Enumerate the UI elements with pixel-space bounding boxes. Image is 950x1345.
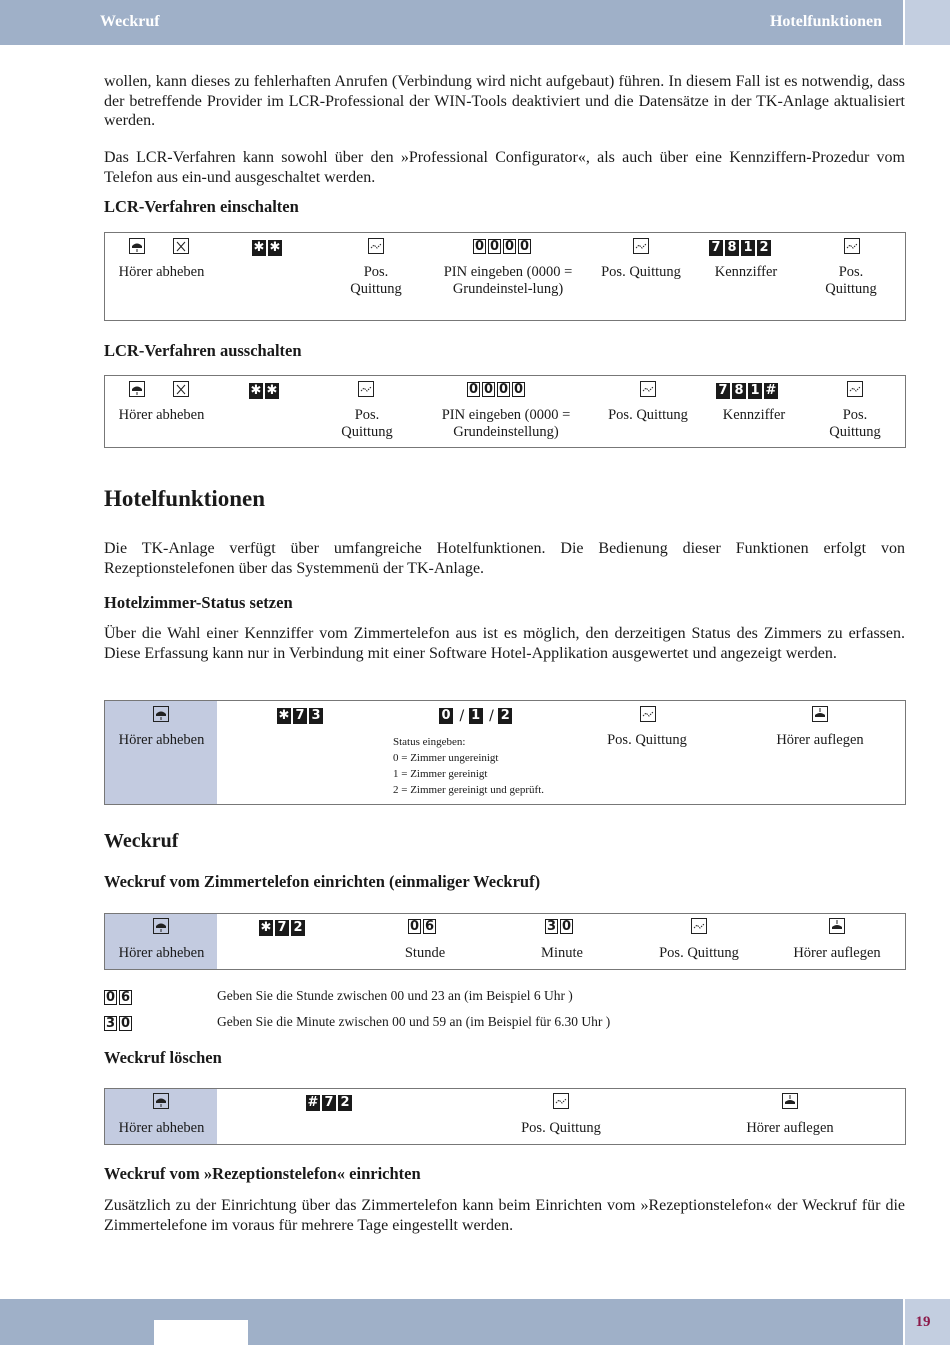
- star-key: ✱: [250, 382, 262, 398]
- loeschen-code-group: [306, 1092, 354, 1111]
- cell-kennziffer: Kennziffer: [722, 407, 786, 423]
- minute-key: 3: [105, 1016, 116, 1031]
- cell-pos-quittung: Pos. Quittung: [350, 264, 402, 297]
- code-key: 2: [338, 1095, 352, 1111]
- header-bar-corner: [905, 0, 950, 45]
- weckruf-heading: Weckruf: [104, 830, 179, 852]
- pin-key: 0: [519, 239, 530, 254]
- pin-key-group: [473, 236, 533, 255]
- star-key: ✱: [269, 239, 281, 255]
- code-key-group: [716, 380, 780, 399]
- cell-hoerer-abheben: Hörer abheben: [118, 1120, 205, 1136]
- star-key-group: [249, 380, 281, 399]
- code-key: #: [765, 382, 777, 398]
- cell-stunde: Stunde: [404, 945, 446, 961]
- code-key: 7: [293, 708, 307, 724]
- handset-up-icon: [153, 918, 169, 938]
- weckruf-loeschen-heading: Weckruf löschen: [104, 1048, 222, 1067]
- code-key: 7: [709, 240, 723, 256]
- handset-up-icon: [153, 1093, 169, 1113]
- weckruf-code-group: [259, 917, 307, 936]
- hour-key: 6: [120, 990, 131, 1005]
- confirm-icon: [847, 381, 863, 401]
- cell-pos-quittung: Pos. Quittung: [659, 945, 739, 961]
- cell-pos-quittung: Pos. Quittung: [521, 1120, 601, 1136]
- pin-key: 0: [483, 382, 494, 397]
- pin-key: 0: [504, 239, 515, 254]
- page-number: 19: [915, 1314, 931, 1330]
- hour-key: 0: [105, 990, 116, 1005]
- cell-hoerer-abheben: Hörer abheben: [118, 732, 205, 748]
- code-key: 7: [716, 383, 730, 399]
- star-key: ✱: [253, 239, 265, 255]
- cell-hoerer-abheben: Hörer abheben: [118, 945, 205, 961]
- option-key: 1: [469, 708, 483, 724]
- intro-paragraph-2: Das LCR-Verfahren kann sowohl über den »Professional Configurator«, als auch über eine Kennziffern-Prozedur vom Telefon aus ein-und ausgeschaltet werden.: [104, 149, 905, 186]
- option-key: 2: [498, 708, 512, 724]
- code-key: 7: [322, 1095, 336, 1111]
- handset-up-icon: [129, 238, 145, 258]
- handset-down-icon: [782, 1093, 798, 1113]
- minute-key-group: [545, 916, 575, 935]
- code-key: ✱: [278, 707, 290, 723]
- confirm-icon: [368, 238, 384, 258]
- cell-pos-quittung: Pos. Quittung: [341, 407, 393, 440]
- hour-key: 0: [409, 919, 420, 934]
- hour-legend-keys: [104, 987, 134, 1006]
- handset-down-icon: [829, 918, 845, 938]
- cell-pos-quittung: Pos. Quittung: [829, 407, 881, 440]
- minute-key: 0: [561, 919, 572, 934]
- footer-white-block: [154, 1320, 248, 1345]
- handset-down-icon: [812, 706, 828, 726]
- star-key: ✱: [266, 382, 278, 398]
- confirm-icon: [691, 918, 707, 938]
- status-legend: [393, 734, 544, 798]
- star-key-group: [252, 237, 284, 256]
- confirm-icon: [553, 1093, 569, 1113]
- cell-pos-quittung: Pos. Quittung: [825, 264, 877, 297]
- code-key: 8: [732, 383, 746, 399]
- status-option-group: 0 / 1 / 2: [439, 705, 514, 724]
- option-key: 0: [439, 708, 453, 724]
- weckruf-rezeption-paragraph: Zusätzlich zu der Einrichtung über das Zimmertelefon kann beim Einrichten vom »Rezeptionstelefon« der Weckruf für die Zimmertelefone im voraus für mehrere Tage eingestellt werden.: [104, 1197, 905, 1234]
- cell-hoerer-auflegen: Hörer auflegen: [793, 945, 881, 961]
- intro-paragraph-1: wollen, kann dieses zu fehlerhaften Anrufen (Verbindung wird nicht aufgebaut) führen. In diesem Fall ist es notwendig, dass der betreffende Provider im LCR-Professional der WIN-Tools deaktiviert und die Datensätze in der TK-Anlage aktualisiert werden.: [104, 73, 905, 129]
- cell-pos-quittung: Pos. Quittung: [601, 264, 681, 280]
- status-table: [104, 700, 906, 805]
- pin-key: 0: [474, 239, 485, 254]
- status-line: Status eingeben:: [393, 736, 466, 748]
- weckruf-rezeption-heading: Weckruf vom »Rezeptionstelefon« einrichten: [104, 1164, 421, 1183]
- cell-hoerer-auflegen: Hörer auflegen: [746, 1120, 834, 1136]
- hotel-paragraph-1: Die TK-Anlage verfügt über umfangreiche Hotelfunktionen. Die Bedienung dieser Funktionen erfolgt von Rezeptionstelefonen über das Systemmenü der TK-Anlage.: [104, 540, 905, 577]
- code-key: 7: [275, 920, 289, 936]
- hour-key-group: [408, 916, 438, 935]
- code-key: #: [307, 1094, 319, 1110]
- cell-minute: Minute: [541, 945, 583, 961]
- code-key: 2: [291, 920, 305, 936]
- weckruf-table: [104, 913, 906, 970]
- code-key-group: [709, 237, 773, 256]
- lcr-on-heading: LCR-Verfahren einschalten: [104, 197, 299, 216]
- hotel-paragraph-2: Über die Wahl einer Kennziffer vom Zimmertelefon aus ist es möglich, den derzeitigen Status des Zimmers zu erfassen. Diese Erfassung kann nur in Verbindung mit einer Software Hotel-Applikation ausgewertet und angezeigt werden.: [104, 625, 905, 662]
- confirm-icon: [640, 706, 656, 726]
- cell-pin-eingeben: PIN eingeben (0000 = Grundeinstel-lung): [443, 264, 573, 297]
- status-line: 1 = Zimmer gereinigt: [393, 768, 488, 780]
- pin-key: 0: [468, 382, 479, 397]
- minute-key: 3: [546, 919, 557, 934]
- pin-key: 0: [513, 382, 524, 397]
- status-code-group: [277, 705, 325, 724]
- footer-bar: [0, 1299, 903, 1345]
- code-key: ✱: [260, 919, 272, 935]
- cell-kennziffer: Kennziffer: [714, 264, 778, 280]
- dial-icon: [173, 238, 189, 258]
- cell-hoerer-abheben: Hörer abheben: [118, 264, 205, 280]
- confirm-icon: [640, 381, 656, 401]
- minute-legend-keys: [104, 1013, 134, 1032]
- hour-legend-text: Geben Sie die Stunde zwischen 00 und 23 an (im Beispiel 6 Uhr ): [217, 988, 573, 1003]
- cell-pos-quittung: Pos. Quittung: [608, 407, 688, 423]
- confirm-icon: [358, 381, 374, 401]
- dial-icon: [173, 381, 189, 401]
- code-key: 1: [741, 240, 755, 256]
- cell-pos-quittung: Pos. Quittung: [607, 732, 687, 748]
- code-key: 1: [748, 383, 762, 399]
- lcr-off-table: [104, 375, 906, 448]
- weckruf-loeschen-table: [104, 1088, 906, 1145]
- handset-up-icon: [153, 706, 169, 726]
- lcr-off-heading: LCR-Verfahren ausschalten: [104, 341, 302, 360]
- handset-up-icon: [129, 381, 145, 401]
- cell-hoerer-abheben: Hörer abheben: [118, 407, 205, 423]
- pin-key: 0: [489, 239, 500, 254]
- minute-key: 0: [120, 1016, 131, 1031]
- confirm-icon: [633, 238, 649, 258]
- code-key: 2: [757, 240, 771, 256]
- confirm-icon: [844, 238, 860, 258]
- pin-key: 0: [498, 382, 509, 397]
- hotelzimmer-status-heading: Hotelzimmer-Status setzen: [104, 593, 293, 612]
- code-key: 8: [725, 240, 739, 256]
- cell-hoerer-auflegen: Hörer auflegen: [776, 732, 864, 748]
- status-line: 2 = Zimmer gereinigt und geprüft.: [393, 784, 544, 796]
- header-left-title: Weckruf: [100, 13, 160, 30]
- weckruf-einrichten-heading: Weckruf vom Zimmertelefon einrichten (einmaliger Weckruf): [104, 872, 541, 891]
- status-line: 0 = Zimmer ungereinigt: [393, 752, 499, 764]
- hotelfunktionen-heading: Hotelfunktionen: [104, 486, 266, 511]
- lcr-on-table: [104, 232, 906, 321]
- hour-key: 6: [424, 919, 435, 934]
- header-right-title: Hotelfunktionen: [769, 13, 882, 30]
- code-key: 3: [309, 708, 323, 724]
- minute-legend-text: Geben Sie die Minute zwischen 00 und 59 an (im Beispiel für 6.30 Uhr ): [217, 1014, 611, 1029]
- pin-key-group: [467, 379, 527, 398]
- cell-pin-eingeben: PIN eingeben (0000 = Grundeinstellung): [441, 407, 571, 440]
